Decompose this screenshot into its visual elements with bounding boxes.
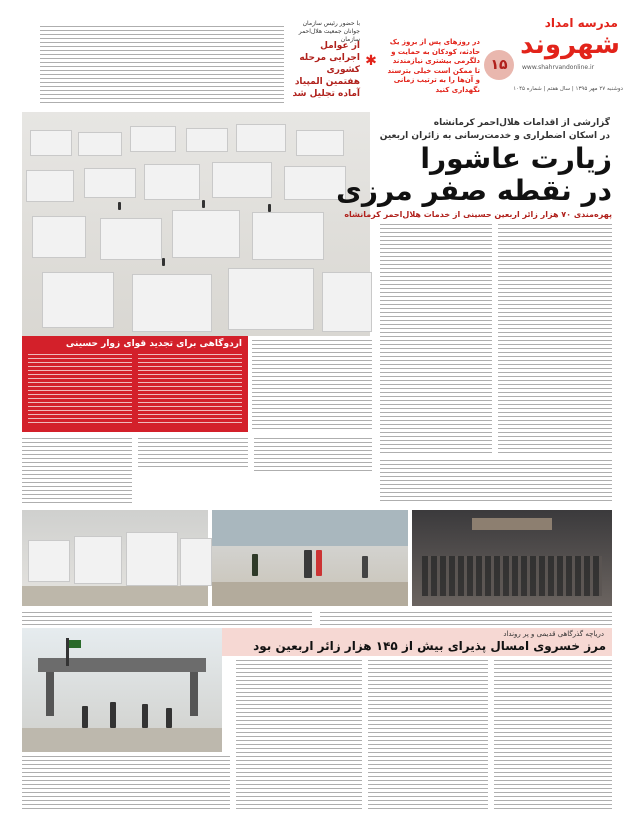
masthead-logo-sub: مدرسه امداد: [544, 16, 618, 30]
sidebar-box-text-b: [28, 354, 132, 426]
page-number: ۱۵: [490, 57, 508, 73]
main-article-kicker2: در اسکان اضطراری و خدمت‌رسانی به زائران اربعین: [379, 131, 610, 141]
bottom-article-kicker: دریاچه گذرگاهی قدیمی و پر رونداد: [503, 630, 604, 638]
bottom-article-col-1: [494, 660, 612, 810]
top-news-title: از عوامل اجرایی مرحله کشوری هفتمین المپیاد آماده تجلیل شد: [292, 41, 360, 99]
main-article-byline: پهره‌مندی ۷۰ هزار زائر اربعین حسینی از خدمات هلال‌احمر کرمانشاه: [344, 210, 612, 219]
top-news-text: [40, 26, 284, 104]
main-headline-line2: در نقطه صفر مرزی: [336, 174, 612, 207]
photo-volunteers: [212, 510, 408, 606]
masthead-issue-line: دوشنبه ۲۷ مهر ۱۳۹۵ | سال هفتم | شماره ۱۰۴۵: [513, 86, 623, 92]
caption-text-a: [22, 612, 312, 626]
bottom-article-col-2: [368, 660, 488, 810]
sidebar-box: [22, 336, 248, 432]
main-article-col-3: [252, 340, 372, 432]
photo-border-crossing: [22, 628, 222, 752]
main-article-col-4: [380, 460, 612, 504]
sidebar-box-text-a: [138, 354, 242, 426]
photo-crowd: [412, 510, 612, 606]
sidebar-box-title: اردوگاهی برای تجدید قوای زوار حسینی: [65, 339, 242, 349]
main-article-col-1: [498, 224, 612, 456]
masthead-tagline: در روزهای پس از بروز یک حادثه، کودکان به حمایت و دلگرمی بیشتری نیازمندند تا ممکن است خیلی بترسند و آن‌ها را به ترتیب زمانی نگهداری کنید: [387, 38, 480, 94]
bottom-article-col-3: [236, 660, 362, 810]
star-ornament-icon: ✱: [365, 53, 377, 69]
main-photo-tents: [22, 112, 370, 336]
masthead-logo: شهروند: [520, 30, 620, 60]
main-article-kicker: گزارشی از اقدامات هلال‌احمر کرمانشاه: [433, 118, 610, 128]
masthead: [0, 0, 630, 110]
below-box-text-c: [254, 438, 372, 474]
masthead-website: www.shahrvandonline.ir: [522, 64, 595, 71]
photo-camp-tents: [22, 510, 208, 606]
top-news-label: با حضور رئیس سازمان جوانان جمعیت هلال‌احمر سازمان: [298, 20, 360, 43]
masthead-logo-block: [520, 14, 620, 86]
caption-text-b: [320, 612, 612, 626]
bottom-article-col-4: [22, 756, 230, 810]
bottom-article-headline: مرز خسروی امسال پذیرای بیش از ۱۴۵ هزار زائر اربعین بود: [253, 639, 606, 653]
below-box-text-a: [22, 438, 132, 504]
below-box-text-b: [138, 438, 248, 468]
main-article-col-2: [380, 224, 492, 456]
page-number-badge: [484, 50, 514, 80]
main-headline-line1: زیارت عاشورا: [420, 142, 612, 175]
